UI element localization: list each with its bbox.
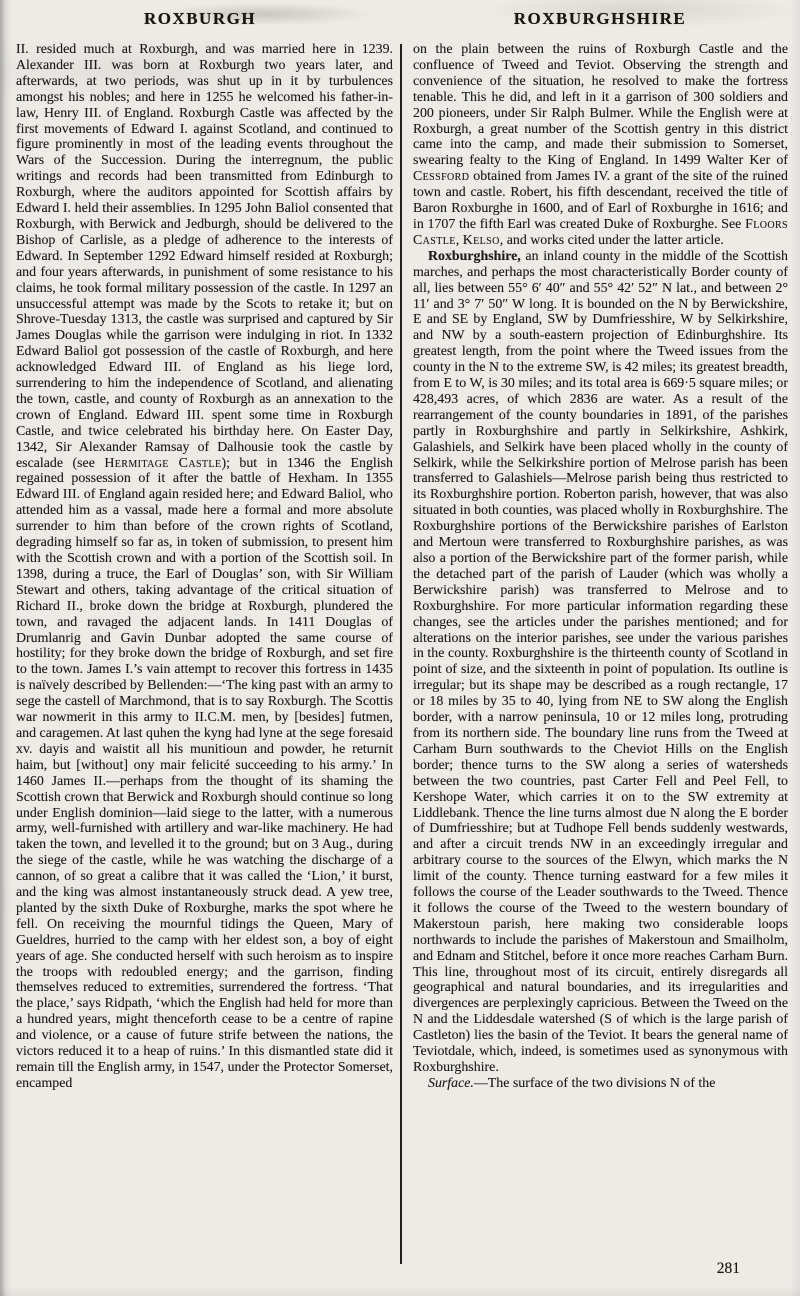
text-segment: , and works cited under the latter article. [499,232,724,248]
text-segment: obtained from James IV. a grant of the site of the ruined town and castle. Robert, his fifth descendant, received the title of Baron Roxburghe in 1600, and of Earl of Roxburghe in 1616; and in 1707 the fifth Earl was created Duke of Roxburghe. See [413,169,788,232]
entry-term-roxburghshire: Roxburghshire, [428,248,521,264]
cross-reference-cessford: Cessford [413,169,470,185]
cross-reference-floors-castle: Floors Castle [413,216,788,248]
right-paragraph-3 [413,1076,788,1092]
text-segment: on the plain between the ruins of Roxburgh Castle and the confluence of Tweed and Teviot. Observing the strength and convenience of the situation, he resolved to make the fortress tenable. This he did, and left in it a garrison of 300 soldiers and 200 pioneers, under Sir Ralph Bulmer. While the English were at Roxburgh, a great number of the Scottish gentry in this district came into the camp, and made their submission to Somerset, swearing fealty to the King of England. In 1499 Walter Ker of [413,42,788,169]
section-label-surface: Surface. [428,1075,474,1091]
running-head-right: ROXBURGHSHIRE [513,9,687,28]
running-head-left: ROXBURGH [143,9,257,28]
page-number: 281 [716,1260,740,1277]
text-segment: an inland county in the middle of the Scottish marches, and perhaps the most characteristically Border county of all, lies between 55° 6′ 40″ and 55° 42′ 52″ N lat., and between 2° 11′ and 3° 7′ 50″ W long. It is bounded on the N by Berwickshire, E and SE by England, SW by Dumfriesshire, W by Selkirkshire, and NW by a south-eastern projection of Edinburghshire. Its greatest length, from the point where the Tweed issues from the county in the N to the extreme SW, is 42 miles; its greatest breadth, from E to W, is 30 miles; and its total area is 669·5 square miles; or 428,493 acres, of which 2836 are water. As a result of the rearrangement of the county boundaries in 1891, of the parishes partly in Roxburghshire and partly in Selkirkshire, Ashkirk, Galashiels, and Selkirk have been placed wholly in the county of Selkirk, while the Selkirkshire portion of Melrose parish has been transferred to Galashiels—Melrose parish being thus restricted to its Roxburghshire portion. Roberton parish, however, that was also situated in both counties, was placed wholly in Roxburghshire. The Roxburghshire portions of the Berwickshire parishes of Earlston and Mertoun were transferred to Roxburghshire parishes, as was also a portion of the Berwickshire part of the former parish, while the detached part of the parish of Lauder (which was wholly a Berwickshire parish) was transferred to Melrose and to Roxburghshire. For more particular information regarding these changes, see the articles under the parishes mentioned; and for alterations on the interior parishes, see under the various parishes in the county. Roxburghshire is the thirteenth county of Scotland in point of size, and the sixteenth in point of population. Its outline is irregular; but its shape may be described as a rough rectangle, 17 or 18 miles by 35 to 40, lying from NE to SW along the English border, with a narrow peninsula, 10 or 12 miles long, protruding from its northern side. The boundary line runs from the Tweed at Carham Burn southwards to the Cheviot Hills on the English border; thence turns to the SW along a series of watersheds between the two countries, past Carter Fell and Peel Fell, to Kershope Water, which carries it on to the SW extremity at Liddlebank. Thence the line turns almost due N along the E border of Dumfriesshire; but at Tudhope Fell bends suddenly westwards, and after a circuit trends NW in an exceedingly irregular and arbitrary course to the sources of the Elwyn, which marks the N limit of the county. Thence turning eastward for a few miles it follows the course of the Leader southwards to the Tweed. Thence it follows the course of the Tweed to the western boundary of Makerstoun parish, here making two considerable loops northwards to include the parishes of Makerstoun and Smailholm, and Ednam and Stitchel, before it once more reaches Carham Burn. This line, throughout most of its circuit, entirely disregards all geographical and natural boundaries, and its irregularities and divergences are perplexingly capricious. Between the Tweed on the N and the Liddesdale watershed (S of which is the large parish of Castleton) lies the basin of the Teviot. It bears the general name of Teviotdale, which, indeed, is sometimes used as synonymous with Roxburghshire. [413,248,788,1075]
scan-edge-shadow [0,0,6,1296]
text-segment: II. resided much at Roxburgh, and was married here in 1239. Alexander III. was born at Roxburgh two years later, and afterwards, at two periods, was shut up in it by turbulences amongst his nobles; and here in 1255 he welcomed his father-in-law, Henry III. of England. Roxburgh Castle was affected by the first movements of Edward I. against Scotland, and continued to figure prominently in most of the leading events throughout the Wars of the Succession. During the interregnum, the public writings and records had been transmitted from Edinburgh to Roxburgh, where the auditors appointed for Scottish affairs by Edward I. held their assemblies. In 1295 John Baliol consented that Roxburgh, with Berwick and Jedburgh, should be delivered to the Bishop of Carlisle, as a pledge of adherence to the interests of Edward. In September 1292 Edward himself resided at Roxburgh; and four years afterwards, in punishment of some resistance to his claims, he took formal military possession of the castle. In 1297 an unsuccessful attempt was made by the Scots to retake it; but on Shrove-Tuesday 1313, the castle was surprised and captured by Sir James Douglas while the garrison were indulging in riot. In 1332 Edward Baliol got possession of the castle of Roxburgh, and here acknowledged Edward III. of England as his liege lord, surrendering to him the independence of Scotland, and alienating the town, castle, and county of Roxburgh as an annexation to the crown of England. Edward III. spent some time in Roxburgh Castle, and twice celebrated his birthday here. On Easter Day, 1342, Sir Alexander Ramsay of Dalhousie took the castle by escalade (see [16,42,393,471]
cross-reference-hermitage-castle: Hermitage Castle [104,455,222,471]
right-paragraph-2 [413,249,788,1076]
left-column [16,42,393,1268]
cross-reference-kelso: Kelso [462,232,500,248]
column-divider [400,44,402,1264]
text-segment: ); but in 1346 the English regained possession of it after the battle of Hexham. In 1355 Edward III. of England again resided here; and Edward Baliol, who attended him as a vassal, made here a formal and more absolute surrender to him than before of the crown rights of Scotland, degrading himself so far as, in token of submission, to present him with the Scottish crown and with a portion of the Scottish soil. In 1398, during a truce, the Earl of Douglas’ son, with Sir William Stewart and others, taking advantage of the critical situation of Richard II., broke down the bridge at Roxburgh, plundered the town, and ravaged the adjacent lands. In 1411 Douglas of Drumlanrig and Gavin Dunbar adopted the same course of hostility; for they broke down the bridge of Roxburgh, and set fire to the town. James I.’s vain attempt to recover this fortress in 1435 is naïvely described by Bellenden:—‘The king past with an army to sege the castell of Marchmond, that is to say Roxburgh. The Scottis war nowmerit in this army to II.C.M. men, by [besides] futmen, and caragemen. At last quhen the kyng had lyne at the sege foresaid xv. dayis and waistit all his munitioun and powder, he returnit haim, but [without] ony mair felicité succeeding to his army.’ In 1460 James II.—perhaps from the thought of its shaming the Scottish crown that Berwick and Roxburgh should continue so long under English dominion—laid siege to the latter, with a numerous army, well-furnished with artillery and war-like machinery. He had taken the town, and levelled it to the ground; but on 3 Aug., during the siege of the castle, while he was watching the discharge of a cannon, of so great a calibre that it was called the ‘Lion,’ it burst, and the king was almost instantaneously struck dead. A yew tree, planted by the sixth Duke of Roxburghe, marks the spot where he fell. On receiving the mournful tidings the Queen, Mary of Gueldres, hurried to the camp with her eldest son, a boy of eight years of age. She conducted herself with such heroism as to inspire the troops with redoubled energy; and the garrison, finding themselves reduced to extremities, surrendered the fortress. ‘That the place,’ says Ridpath, ‘which the English had held for more than a hundred years, might thenceforth cease to be a centre of rapine and violence, or a cause of future strife between the nations, the victors reduced it to a heap of ruins.’ In this dismantled state did it remain till the English army, in 1547, under the Protector Somerset, encamped [16,455,393,1091]
text-segment: , [455,232,463,248]
right-column [413,42,788,1268]
right-paragraph-1 [413,42,788,249]
left-paragraph [16,42,393,1092]
text-segment: —The surface of the two divisions N of the [473,1075,716,1091]
